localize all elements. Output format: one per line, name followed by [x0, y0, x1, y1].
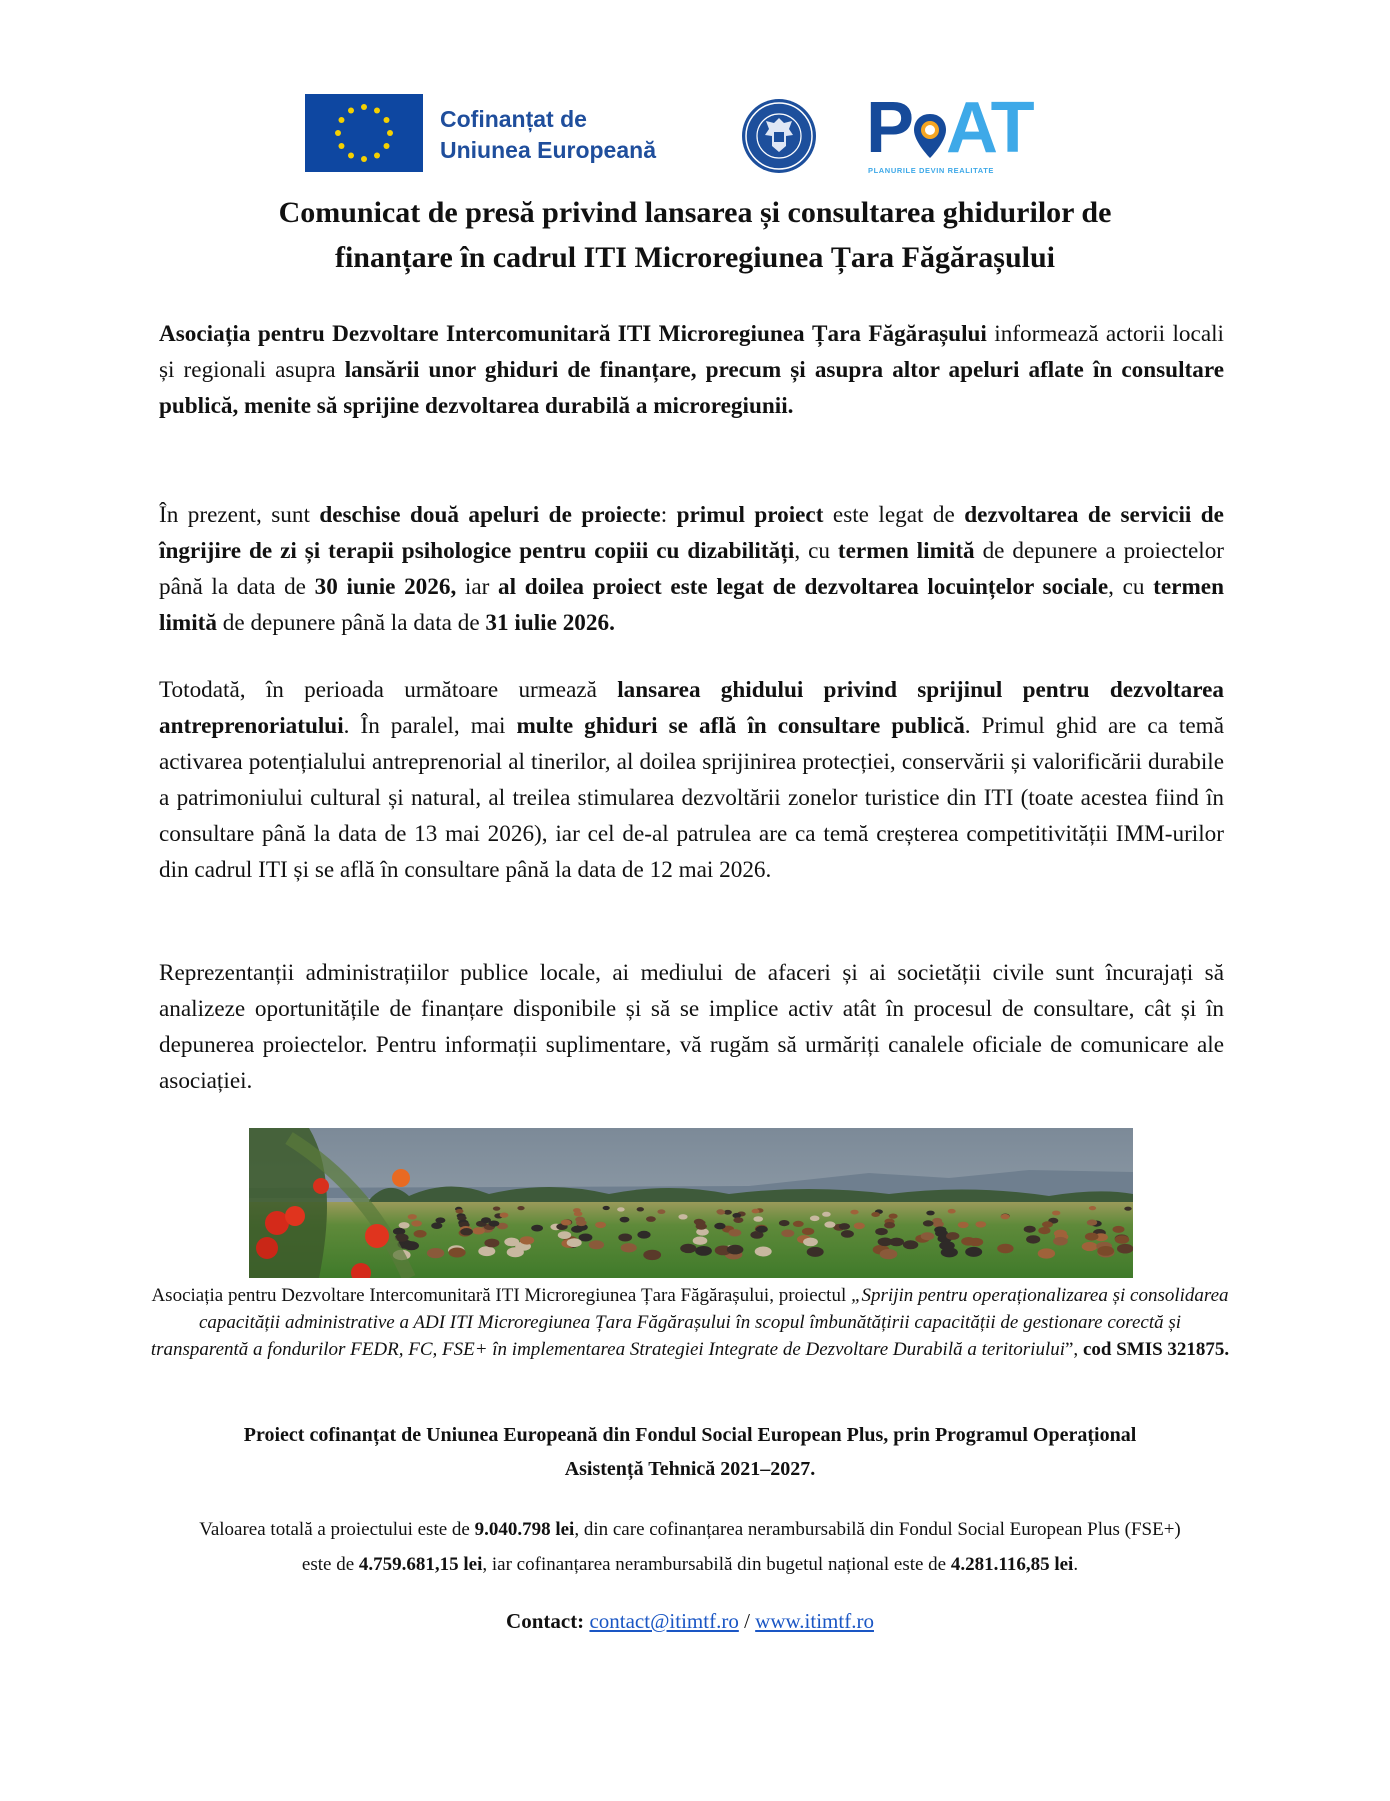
- cow-shape: [1052, 1211, 1060, 1216]
- cow-shape: [579, 1234, 593, 1242]
- cofinancing-statement: [150, 1418, 1230, 1486]
- consultation-paragraph: [159, 672, 1224, 888]
- cow-shape: [841, 1230, 854, 1238]
- budget-text: .: [1073, 1554, 1079, 1575]
- cow-shape: [839, 1223, 850, 1230]
- cow-shape: [696, 1223, 707, 1230]
- cow-shape: [1089, 1206, 1096, 1210]
- poat-logo-at: AT: [946, 88, 1033, 168]
- cow-shape: [411, 1220, 422, 1226]
- cow-shape: [603, 1206, 610, 1210]
- cow-shape: [803, 1238, 818, 1247]
- photo-caption: [150, 1282, 1230, 1363]
- cow-shape: [933, 1221, 944, 1227]
- cow-shape: [399, 1222, 410, 1228]
- body-text: iar: [456, 574, 499, 600]
- cow-shape: [975, 1221, 986, 1227]
- body-text: este legat de: [823, 502, 965, 528]
- poat-logo: [866, 88, 1036, 178]
- cow-shape: [756, 1226, 768, 1233]
- cattle-meadow-image: [249, 1128, 1133, 1278]
- cow-shape: [408, 1214, 417, 1219]
- logo-bar: [0, 88, 1390, 178]
- eu-star-icon: [361, 156, 367, 162]
- emphasized-text: 31 iulie 2026.: [485, 610, 615, 636]
- cow-shape: [1085, 1233, 1099, 1241]
- cow-shape: [484, 1239, 499, 1248]
- cow-shape: [946, 1232, 959, 1240]
- cow-shape: [449, 1248, 466, 1258]
- cow-shape: [948, 1209, 956, 1214]
- cow-shape: [678, 1214, 687, 1219]
- cow-shape: [997, 1244, 1013, 1254]
- cow-shape: [875, 1228, 888, 1235]
- call-to-action-paragraph: [159, 955, 1224, 1099]
- budget-text: este de: [301, 1554, 359, 1575]
- cow-shape: [716, 1209, 724, 1214]
- budget-text: Valoarea totală a proiectului este de: [199, 1519, 475, 1540]
- open-calls-paragraph: [159, 497, 1224, 641]
- cow-shape: [714, 1223, 725, 1230]
- eu-star-icon: [384, 143, 390, 149]
- cow-shape: [941, 1247, 958, 1257]
- eu-star-icon: [338, 117, 344, 123]
- contact-email-link[interactable]: contact@itimtf.ro: [589, 1609, 739, 1633]
- emphasized-text: primul proiect: [676, 502, 824, 528]
- cow-shape: [793, 1221, 804, 1227]
- budget-text: , iar cofinanțarea nerambursabilă din bugetul național este de: [482, 1554, 951, 1575]
- cow-shape: [427, 1248, 444, 1258]
- emphasized-text: dezvoltarea de servicii de îngrijire de zi și terapii psihologice pentru copiii cu dizabilități: [159, 502, 1224, 564]
- caption-quote: ”,: [1065, 1339, 1083, 1360]
- cow-shape: [810, 1216, 820, 1222]
- cow-shape: [493, 1207, 500, 1211]
- cow-shape: [961, 1237, 976, 1246]
- cow-shape: [574, 1211, 583, 1216]
- cow-shape: [693, 1237, 708, 1245]
- contact-label: Contact:: [506, 1609, 585, 1633]
- body-text: :: [660, 502, 677, 528]
- cow-shape: [880, 1249, 898, 1259]
- landscape-photo: [249, 1128, 1133, 1278]
- contact-line: [150, 1606, 1230, 1636]
- cow-shape: [595, 1222, 606, 1228]
- eu-flag-logo: [305, 94, 423, 172]
- intro-paragraph: [159, 316, 1224, 424]
- emphasized-text: termen limită: [837, 538, 975, 564]
- cow-shape: [923, 1220, 934, 1226]
- cow-shape: [531, 1225, 543, 1232]
- budget-national-amount: 4.281.116,85 lei: [950, 1554, 1074, 1575]
- cow-shape: [854, 1223, 865, 1230]
- cow-shape: [643, 1250, 661, 1260]
- caption-smis-code: cod SMIS 321875.: [1082, 1339, 1230, 1360]
- cow-shape: [517, 1206, 524, 1210]
- eu-star-icon: [374, 153, 380, 159]
- cow-shape: [567, 1238, 582, 1247]
- page-title: [150, 190, 1240, 280]
- cow-shape: [1097, 1246, 1114, 1256]
- cow-shape: [1053, 1237, 1068, 1246]
- budget-fse-amount: 4.759.681,15 lei: [358, 1554, 483, 1575]
- eu-stars-icon: [305, 94, 423, 172]
- body-text: informează actorii locali și regionali asupra: [159, 321, 1224, 383]
- poat-logo-p: P: [866, 88, 913, 168]
- body-text: În prezent, sunt: [159, 502, 320, 528]
- cow-shape: [1115, 1235, 1129, 1243]
- cofinancing-line2: Asistență Tehnică 2021–2027.: [564, 1458, 816, 1480]
- cow-shape: [1117, 1244, 1133, 1254]
- emphasized-text: lansării unor ghiduri de finanțare, precum și asupra altor apeluri aflate în consultare publică, menite să sprijine dezvoltarea durabilă a microregiunii.: [159, 357, 1224, 419]
- cow-shape: [403, 1241, 419, 1250]
- cow-shape: [727, 1245, 744, 1255]
- emphasized-text: termen limită: [159, 574, 1224, 636]
- cow-shape: [695, 1246, 712, 1256]
- body-text: . În paralel, mai: [343, 713, 517, 739]
- body-text: , cu: [794, 538, 838, 564]
- cow-shape: [646, 1216, 656, 1222]
- budget-total: 9.040.798 lei: [474, 1519, 575, 1540]
- eu-star-icon: [361, 104, 367, 110]
- cow-shape: [921, 1232, 935, 1240]
- budget-statement: [150, 1512, 1230, 1582]
- cow-shape: [889, 1214, 898, 1219]
- cow-shape: [958, 1222, 969, 1228]
- cow-shape: [500, 1213, 509, 1218]
- cow-shape: [561, 1220, 571, 1226]
- eu-label-line2: Uniunea Europeană: [440, 137, 656, 163]
- cow-shape: [822, 1212, 831, 1217]
- cow-shape: [1113, 1226, 1125, 1233]
- eu-star-icon: [348, 153, 354, 159]
- cow-shape: [558, 1231, 571, 1239]
- cow-shape: [1038, 1227, 1050, 1234]
- emphasized-text: multe ghiduri se află în consultare publică: [516, 713, 965, 739]
- eu-star-icon: [384, 117, 390, 123]
- caption-prefix: Asociația pentru Dezvoltare Intercomunitară ITI Microregiunea Țara Făgărașului, proiectul: [151, 1285, 851, 1306]
- poat-tagline: PLANURILE DEVIN REALITATE: [868, 166, 994, 175]
- cow-shape: [755, 1247, 772, 1257]
- cow-shape: [589, 1240, 604, 1249]
- cow-shape: [637, 1207, 644, 1211]
- cow-shape: [802, 1228, 814, 1235]
- cow-shape: [1124, 1207, 1131, 1211]
- emphasized-text: lansarea ghidului privind sprijinul pentru dezvoltarea antreprenoriatului: [159, 677, 1225, 739]
- cow-shape: [637, 1231, 650, 1239]
- body-text: Totodată, în perioada următoare urmează: [159, 677, 618, 703]
- cow-shape: [576, 1220, 587, 1226]
- cow-shape: [752, 1209, 760, 1214]
- cow-shape: [520, 1236, 534, 1244]
- cow-shape: [618, 1234, 632, 1242]
- cow-shape: [1001, 1214, 1010, 1219]
- body-text: , cu: [1108, 574, 1154, 600]
- emphasized-text: 30 iunie 2026,: [314, 574, 457, 600]
- eu-star-icon: [387, 130, 393, 136]
- cow-shape: [478, 1246, 495, 1256]
- cow-shape: [456, 1209, 464, 1214]
- body-text: de depunere a proiectelor până la data de: [159, 538, 1225, 600]
- cow-shape: [878, 1238, 893, 1247]
- emphasized-text: deschise două apeluri de proiecte: [319, 502, 661, 528]
- caption-project-name: „Sprijin pentru operaționalizarea și consolidarea capacității administrative a ADI ITI Microregiunea Țara Făgărașului în scopul îmbunătățirii capacității de gestionare corectă și transparentă a fondurilor FEDR, FC, FSE+ în implementarea Strategiei Integrate de Dezvoltare Durabilă a teritoriului: [150, 1285, 1229, 1360]
- map-pin-icon: [912, 112, 948, 160]
- cow-shape: [435, 1217, 445, 1223]
- eu-star-icon: [338, 143, 344, 149]
- budget-text: , din care cofinanțarea nerambursabilă din Fondul Social European Plus (FSE+): [574, 1519, 1181, 1540]
- cow-shape: [1082, 1242, 1098, 1251]
- cow-shape: [460, 1228, 473, 1235]
- cow-shape: [935, 1230, 948, 1238]
- cow-shape: [781, 1230, 794, 1238]
- cow-shape: [657, 1209, 665, 1214]
- body-text: . Primul ghid are ca temă activarea potențialului antreprenorial al tinerilor, al doilea sprijinirea protecției, conservării și valorificării durabile a patrimoniului cultural și natural, al treilea stimularea dezvoltării zonelor turistice din ITI (toate acestea fiind în consultare până la data de 13 mai 2026), iar cel de-al patrulea are ca temă creșterea competitivității IMM-urilor din cadrul ITI și se află în consultare până la data de 12 mai 2026.: [159, 713, 1224, 883]
- cow-shape: [753, 1216, 763, 1222]
- cow-shape: [414, 1230, 427, 1238]
- body-text: Reprezentanții administrațiilor publice locale, ai mediului de afaceri și ai societății civile sunt încurajați să analizeze oportunitățile de finanțare disponibile și să se implice activ atât în procesul de consultare, cât și în depunerea proiectelor. Pentru informații suplimentare, vă rugăm să urmăriți canalele oficiale de comunicare ale asociației.: [159, 960, 1224, 1094]
- cow-shape: [871, 1212, 880, 1217]
- cow-shape: [824, 1221, 835, 1227]
- cow-shape: [926, 1211, 934, 1216]
- contact-separator: /: [738, 1609, 756, 1633]
- cow-shape: [617, 1207, 625, 1211]
- cow-shape: [1042, 1221, 1053, 1227]
- cow-shape: [621, 1243, 637, 1252]
- cow-shape: [729, 1229, 742, 1236]
- eu-star-icon: [374, 107, 380, 113]
- cow-shape: [1026, 1235, 1040, 1243]
- body-text: de depunere până la data de: [216, 610, 486, 636]
- cow-shape: [732, 1213, 741, 1218]
- emphasized-text: Asociația pentru Dezvoltare Intercomunitară ITI Microregiunea Țara Făgărașului: [159, 321, 987, 347]
- emphasized-text: al doilea proiect este legat de dezvoltarea locuințelor sociale: [498, 574, 1109, 600]
- cow-shape: [680, 1244, 696, 1253]
- eu-star-icon: [348, 107, 354, 113]
- cow-shape: [1024, 1226, 1036, 1233]
- romanian-government-seal-icon: [740, 98, 818, 174]
- cow-shape: [807, 1247, 824, 1257]
- cow-shape: [1038, 1248, 1055, 1258]
- cow-shape: [779, 1220, 790, 1226]
- cow-shape: [431, 1222, 442, 1229]
- eu-label-line1: Cofinanțat de: [440, 106, 587, 132]
- contact-website-link[interactable]: www.itimtf.ro: [755, 1609, 874, 1633]
- eu-star-icon: [335, 130, 341, 136]
- cow-shape: [733, 1217, 743, 1223]
- cow-shape: [884, 1222, 895, 1228]
- eu-cofinanced-label: [440, 104, 656, 166]
- cow-shape: [903, 1240, 918, 1249]
- cow-shape: [850, 1210, 858, 1215]
- cow-shape: [489, 1221, 500, 1227]
- cow-shape: [472, 1227, 484, 1234]
- cow-shape: [1087, 1220, 1097, 1226]
- cofinancing-line1: Proiect cofinanțat de Uniunea Europeană din Fondul Social European Plus, prin Programul Operațional: [243, 1424, 1137, 1446]
- cow-shape: [965, 1247, 982, 1257]
- title-line2: finanțare în cadrul ITI Microregiunea Țara Făgărașului: [334, 241, 1055, 274]
- cow-shape: [620, 1217, 630, 1223]
- title-line1: Comunicat de presă privind lansarea și consultarea ghidurilor de: [278, 196, 1112, 229]
